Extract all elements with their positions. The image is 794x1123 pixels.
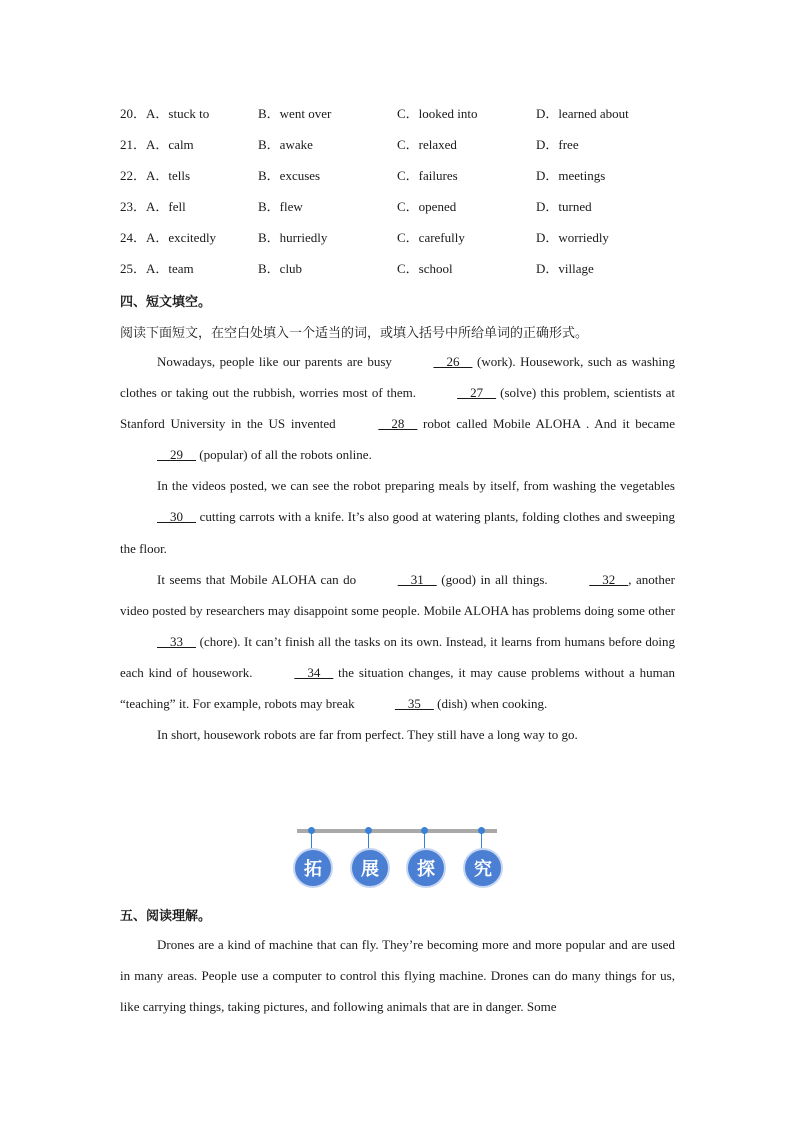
- question-number: 25．: [120, 261, 147, 276]
- banner-char-1: 拓: [293, 848, 333, 888]
- option-d: D．turned: [536, 199, 592, 214]
- question-number: 20．: [120, 106, 147, 121]
- option-a: A．calm: [146, 137, 194, 152]
- banner-char-2: 展: [350, 848, 390, 888]
- text: It seems that Mobile ALOHA can do: [157, 571, 361, 587]
- section-5-heading: 五、阅读理解。: [120, 909, 212, 924]
- text: (popular) of all the robots online.: [196, 447, 372, 463]
- blank-33: 33: [157, 633, 196, 649]
- text: (solve) this problem, scientists at Stanford University in the US invented: [120, 385, 675, 432]
- banner-bar: [297, 829, 497, 833]
- option-a: A．tells: [146, 168, 191, 183]
- option-row: [120, 227, 720, 258]
- text: robot called Mobile ALOHA . And it became: [417, 416, 675, 432]
- banner-stem: [368, 833, 369, 849]
- text: , another video posted by researchers may disappoint some people. Mobile ALOHA has problems doing some other: [120, 571, 675, 618]
- question-number: 23．: [120, 199, 147, 214]
- option-d: D．learned about: [536, 106, 629, 121]
- option-b: B．club: [258, 261, 303, 276]
- option-b: B．hurriedly: [258, 230, 328, 245]
- option-c: C．looked into: [397, 106, 478, 121]
- text: (work). Housework, such as washing clothes or taking out the rubbish, worries most of them.: [120, 354, 675, 401]
- reading-passage: [120, 929, 675, 1022]
- question-number-option-a: [120, 227, 216, 246]
- option-a: A．excitedly: [146, 230, 217, 245]
- option-d: D．free: [536, 137, 579, 152]
- section-4-instruction: 阅读下面短文，在空白处填入一个适当的词，或填入括号中所给单词的正确形式。: [120, 326, 589, 341]
- question-number: 24．: [120, 230, 147, 245]
- option-row: [120, 196, 720, 227]
- option-b: B．excuses: [258, 168, 321, 183]
- question-number-option-a: [120, 258, 194, 277]
- text: cutting carrots with a knife. It’s also good at watering plants, folding clothes and sweeping the floor.: [120, 509, 675, 556]
- text: (good) in all things.: [436, 571, 553, 587]
- option-b: B．flew: [258, 199, 303, 214]
- extension-banner: [290, 824, 504, 888]
- option-row: [120, 165, 720, 196]
- text: (dish) when cooking.: [433, 696, 548, 712]
- option-d: D．meetings: [536, 168, 606, 183]
- text: Nowadays, people like our parents are busy: [157, 354, 397, 369]
- passage-paragraph: In short, housework robots are far from perfect. They still have a long way to go.: [157, 727, 578, 743]
- cloze-passage: [120, 346, 675, 750]
- banner-stem: [311, 833, 312, 849]
- passage-paragraph: [120, 470, 675, 563]
- option-row: [120, 103, 720, 134]
- option-row: [120, 258, 720, 289]
- passage-paragraph: Drones are a kind of machine that can fly. They’re becoming more and more popular and are used in many areas. People use a computer to control this flying machine. Drones can do many things for us, like carrying things, taking pictures, and following animals that are in danger. Some: [120, 937, 675, 1015]
- blank-26: 26: [433, 354, 473, 369]
- blank-27: 27: [457, 385, 497, 401]
- option-c: C．school: [397, 261, 453, 276]
- question-number: 22．: [120, 168, 147, 183]
- section-4-heading: 四、短文填空。: [120, 295, 212, 310]
- option-d: D．village: [536, 261, 594, 276]
- option-d: D．worriedly: [536, 230, 609, 245]
- option-a: A．fell: [146, 199, 186, 214]
- passage-paragraph: [120, 564, 675, 719]
- text: the situation changes, it may cause problems without a human “teaching” it. For example, robots may break: [120, 664, 675, 712]
- question-number-option-a: [120, 196, 186, 215]
- banner-stem: [481, 833, 482, 849]
- option-c: C．opened: [397, 199, 457, 214]
- question-number-option-a: [120, 165, 190, 184]
- option-row: [120, 134, 720, 165]
- text: In the videos posted, we can see the robot preparing meals by itself, from washing the vegetables: [157, 478, 675, 494]
- blank-28: 28: [378, 416, 418, 432]
- blank-34: 34: [294, 664, 334, 680]
- option-b: B．awake: [258, 137, 313, 152]
- option-c: C．failures: [397, 168, 458, 183]
- passage-paragraph: [120, 346, 675, 470]
- question-number-option-a: [120, 134, 194, 153]
- text: (chore). It can’t finish all the tasks on its own. Instead, it learns from humans before doing each kind of housework.: [120, 633, 675, 680]
- question-number: 21．: [120, 137, 147, 152]
- blank-30: 30: [157, 509, 196, 525]
- answer-options: [120, 103, 720, 289]
- option-c: C．carefully: [397, 230, 465, 245]
- option-b: B．went over: [258, 106, 332, 121]
- blank-35: 35: [394, 696, 434, 712]
- banner-char-3: 探: [406, 848, 446, 888]
- banner-char-4: 究: [463, 848, 503, 888]
- banner-stem: [424, 833, 425, 849]
- option-a: A．team: [146, 261, 194, 276]
- blank-32: 32: [589, 571, 629, 587]
- blank-29: 29: [157, 447, 196, 463]
- option-c: C．relaxed: [397, 137, 457, 152]
- question-number-option-a: [120, 103, 209, 122]
- blank-31: 31: [397, 571, 437, 587]
- option-a: A．stuck to: [146, 106, 210, 121]
